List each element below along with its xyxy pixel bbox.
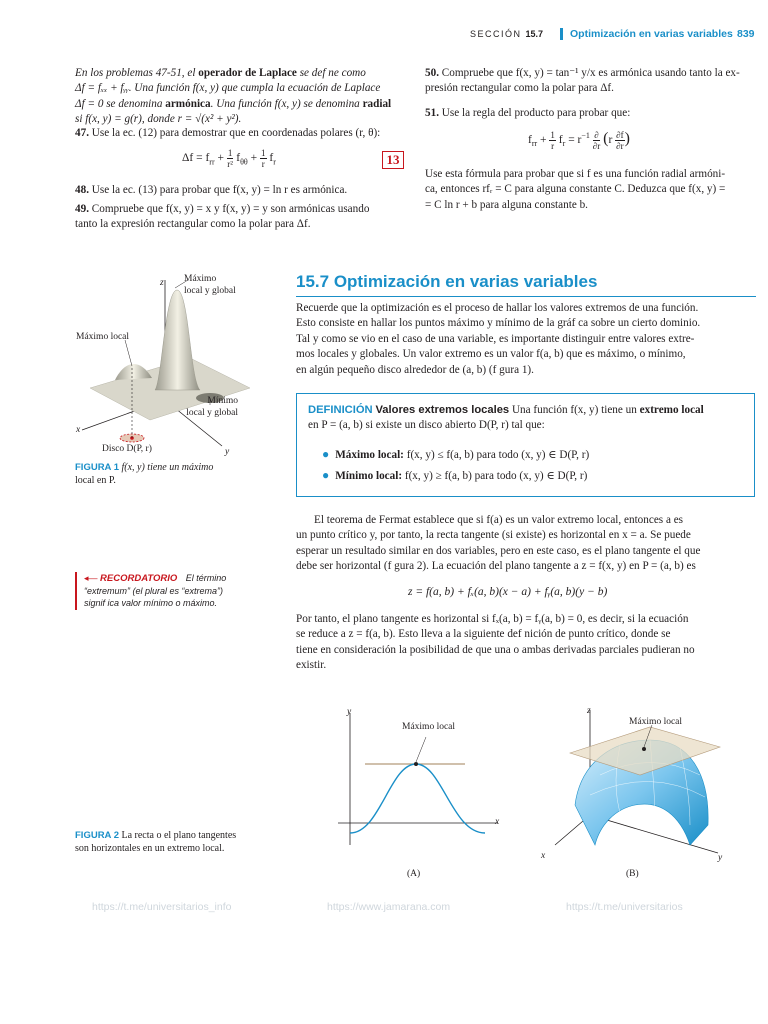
surface-plot xyxy=(70,270,270,470)
section-intro: Recuerde que la optimización es el proceso de hallar los valores extremos de una función. Esto consiste en hallar los puntos máximo y mínimo de la gráf ca sobre un cierto dominio. Tal y como se vio en el caso de una variable, es importante distinguir entre valores extre- mos locales y globales. Un valor extremo es un valor f(a, b) que es máximo, o mínimo, en algún pequeño disco alrededor de (a, b) (f gura 1). xyxy=(296,302,701,376)
max-point xyxy=(414,762,418,766)
laplace-intro: En los problemas 47-51, el operador de Laplace se def ne como Δf = fₓₓ + fᵧᵧ. Una función f(x, y) que cumpla la ecuación de Laplace Δf = 0 se denomina armónica. Una función f(x, y) se denomina radial si f(x, y) = g(r), donde r = √(x² + y²). xyxy=(75,67,392,126)
watermark-2[interactable]: https://www.jamarana.com xyxy=(327,901,451,913)
axis-z-label: z xyxy=(160,278,164,288)
label-min-global: Mínimo local y global xyxy=(186,396,238,418)
equation-number-13: 13 xyxy=(382,151,404,169)
label-disco: Disco D(P, r) xyxy=(102,444,152,454)
header-section-title: Optimización en varias variables xyxy=(570,28,733,40)
page-number: 839 xyxy=(737,28,755,40)
max-point xyxy=(642,747,646,751)
tall-peak xyxy=(155,290,200,390)
fig2a-label-max: Máximo local xyxy=(402,722,456,732)
small-bump xyxy=(115,364,152,380)
definition-bullet-max: ● Máximo local: f(x, y) ≤ f(a, b) para todo (x, y) ∈ D(P, r) xyxy=(322,447,590,461)
fig2b-axis-y: y xyxy=(718,853,723,863)
running-header xyxy=(470,29,543,39)
definition-label: DEFINICIÓN xyxy=(308,404,373,416)
fermat-paragraph: El teorema de Fermat establece que si f(a) es un valor extremo local, entonces a es un punto crítico y, por tanto, la recta tangente (si existe) es horizontal en x = a. Se puede esperar un resultado similar en dos variables, pero en este caso, es el plano tangente el que debe ser horizontal (f gura 2). La ecuación del plano tangente a z = f(x, y) en P = (a, b) es xyxy=(296,514,701,573)
problem-51-continuation: Use esta fórmula para probar que si f es una función radial armóni- ca, entonces rfᵣ = C para alguna constante C. Deduzca que f(x, y) = = C ln r + b para alguna constante b. xyxy=(425,168,726,211)
problem-51: 51. Use la regla del producto para probar que: xyxy=(425,107,631,119)
equation-13: $\Delta f = f_{rr}$ + $\frac{1}{\text{r²}}$ $f_{\theta\theta}$ + $\frac{1}{r}$ $f_r$ xyxy=(182,148,276,169)
figure-1-caption: FIGURA 1 f(x, y) tiene un máximo local en P. xyxy=(75,462,214,486)
problem-49: 49. Compruebe que f(x, y) = x y f(x, y) = y son armónicas usando tanto la expresión rectangular como la polar para Δf. xyxy=(75,203,370,231)
section-heading: 15.7 Optimización en varias variables xyxy=(296,272,598,291)
axis-x-label: x xyxy=(76,425,81,435)
arrow-left-icon: ◂— xyxy=(84,573,98,583)
figure-2a xyxy=(330,705,510,855)
fig2a-axis-y: y xyxy=(347,707,352,717)
product-rule-equation: $f_{rr}$ + $\frac{1}{r}$ $f_r = r^{-1}$ $\frac{\partial}{\partial r}$ (r $\frac{\partial f}{\partial r}$ ) xyxy=(528,129,630,151)
bullet-icon: ● xyxy=(322,468,330,482)
reminder-note: ◂— RECORDATORIO El término “extremum” (el plural es “extrema”) signif ica valor mínimo o máximo. xyxy=(84,573,227,608)
fig2a-axis-x: x xyxy=(495,817,500,827)
tangent-plane-equation: z = f(a, b) + fₓ(a, b)(x − a) + fᵧ(a, b)(y − b) xyxy=(408,586,608,598)
header-divider xyxy=(560,28,563,40)
label-max-local: Máximo local xyxy=(76,332,130,342)
header-seccion-word: SECCIÓN xyxy=(470,29,522,39)
label-max-global: Máximo local y global xyxy=(184,274,236,296)
definition-bullet-min: ● Mínimo local: f(x, y) ≥ f(a, b) para todo (x, y) ∈ D(P, r) xyxy=(322,468,588,482)
problem-47: 47. Use la ec. (12) para demostrar que en coordenadas polares (r, θ): xyxy=(75,127,381,139)
reminder-bar xyxy=(75,572,77,610)
header-seccion-num: 15.7 xyxy=(525,29,544,39)
fig2b-axis-z: z xyxy=(587,706,591,716)
fig2b-axis-x: x xyxy=(541,851,546,861)
fig2b-sublabel: (B) xyxy=(626,869,639,879)
definition-title: Valores extremos locales xyxy=(375,404,510,416)
figure-1 xyxy=(70,270,270,490)
watermark-1[interactable]: https://t.me/universitarios_info xyxy=(92,901,232,913)
definition-text: DEFINICIÓN Valores extremos locales Una función f(x, y) tiene un extremo local en P = (a, b) si existe un disco abierto D(P, r) tal que: xyxy=(308,404,704,432)
problem-50: 50. Compruebe que f(x, y) = tan⁻¹ y/x es armónica usando tanto la ex- presión rectangular como la polar para Δf. xyxy=(425,67,740,95)
fig2b-label-max: Máximo local xyxy=(629,717,683,727)
horizontal-plane-paragraph: Por tanto, el plano tangente es horizontal si fₓ(a, b) = fᵧ(a, b) = 0, es decir, si la ecuación se reduce a z = f(a, b). Esto lleva a la siguiente def nición de punto crítico, donde se tiene en consideración la posibilidad de que una o ambas derivadas parciales pudieran no existir. xyxy=(296,613,695,672)
section-rule xyxy=(296,296,756,297)
fig2a-sublabel: (A) xyxy=(407,869,421,879)
axis-y-label: y xyxy=(225,447,230,457)
problem-48: 48. Use la ec. (13) para probar que f(x, y) = ln r es armónica. xyxy=(75,184,348,196)
bullet-icon: ● xyxy=(322,447,330,461)
figure-2b xyxy=(540,705,740,865)
figure-2-caption: FIGURA 2 La recta o el plano tangentes son horizontales en un extremo local. xyxy=(75,830,237,854)
watermark-3[interactable]: https://t.me/universitarios xyxy=(566,901,683,913)
